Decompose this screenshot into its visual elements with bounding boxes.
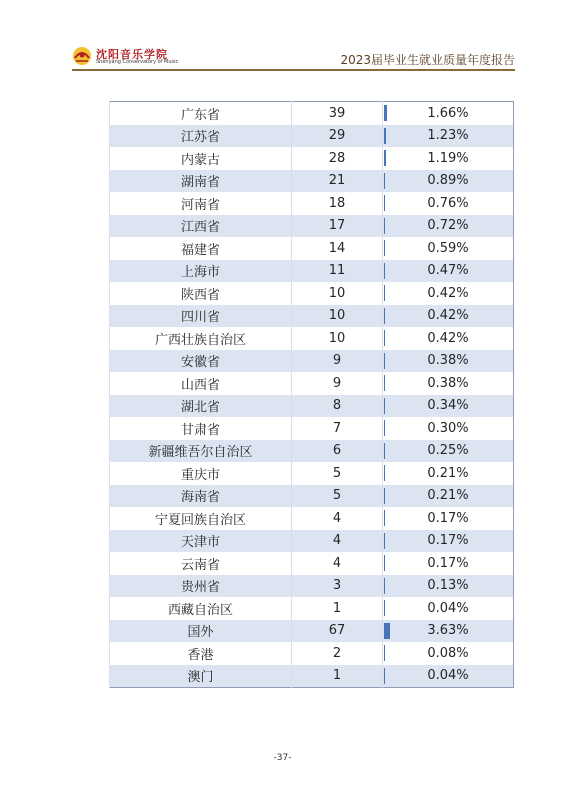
percent-value: 0.42%: [427, 330, 469, 346]
table-row: [110, 507, 514, 530]
logo-english-name: Shenyang Conservatory of Music: [96, 59, 179, 65]
count-cell: 11: [292, 260, 383, 283]
percent-cell: [383, 575, 514, 598]
table-row: [110, 642, 514, 665]
region-cell: 国外: [110, 620, 292, 643]
percent-bar: [384, 465, 385, 481]
region-cell: 山西省: [110, 372, 292, 395]
table-row: [110, 215, 514, 238]
percent-bar: [384, 645, 385, 661]
percent-cell: [383, 282, 514, 305]
percent-bar: [384, 105, 387, 121]
count-cell: 21: [292, 170, 383, 193]
table-row: [110, 440, 514, 463]
percent-cell: [383, 170, 514, 193]
region-cell: 湖北省: [110, 395, 292, 418]
region-cell: 天津市: [110, 530, 292, 553]
percent-value: 0.76%: [427, 195, 469, 211]
region-cell: 甘肃省: [110, 417, 292, 440]
region-distribution-table: [109, 101, 514, 688]
percent-value: 0.04%: [427, 600, 469, 616]
percent-value: 0.42%: [427, 285, 469, 301]
percent-value: 0.17%: [427, 533, 469, 549]
school-logo: [72, 46, 182, 68]
table-row: [110, 102, 514, 125]
table-row: [110, 372, 514, 395]
count-cell: 7: [292, 417, 383, 440]
region-cell: 湖南省: [110, 170, 292, 193]
percent-cell: [383, 147, 514, 170]
table-row: [110, 417, 514, 440]
percent-value: 0.25%: [427, 443, 469, 459]
count-cell: 1: [292, 597, 383, 620]
region-cell: 澳门: [110, 665, 292, 688]
table-row: [110, 260, 514, 283]
count-cell: 10: [292, 282, 383, 305]
percent-cell: [383, 417, 514, 440]
percent-cell: [383, 440, 514, 463]
count-cell: 14: [292, 237, 383, 260]
percent-value: 0.42%: [427, 308, 469, 324]
percent-bar: [384, 308, 385, 324]
region-cell: 福建省: [110, 237, 292, 260]
percent-cell: [383, 125, 514, 148]
percent-bar: [384, 353, 385, 369]
percent-bar: [384, 510, 385, 526]
percent-value: 1.23%: [427, 128, 469, 144]
percent-value: 0.38%: [427, 375, 469, 391]
percent-bar: [384, 623, 390, 639]
table-row: [110, 147, 514, 170]
percent-value: 0.13%: [427, 578, 469, 594]
page-number: -37-: [273, 753, 292, 763]
region-cell: 四川省: [110, 305, 292, 328]
percent-cell: [383, 530, 514, 553]
count-cell: 9: [292, 350, 383, 373]
report-title: 2023届毕业生就业质量年度报告: [340, 53, 515, 67]
percent-value: 0.89%: [427, 173, 469, 189]
percent-bar: [384, 173, 385, 189]
count-cell: 17: [292, 215, 383, 238]
count-cell: 10: [292, 327, 383, 350]
region-cell: 重庆市: [110, 462, 292, 485]
percent-value: 1.66%: [427, 105, 469, 121]
percent-bar: [384, 488, 385, 504]
region-cell: 云南省: [110, 552, 292, 575]
count-cell: 8: [292, 395, 383, 418]
region-cell: 河南省: [110, 192, 292, 215]
region-cell: 宁夏回族自治区: [110, 507, 292, 530]
percent-bar: [384, 240, 385, 256]
percent-cell: [383, 507, 514, 530]
percent-value: 0.17%: [427, 555, 469, 571]
region-cell: 广东省: [110, 102, 292, 125]
count-cell: 28: [292, 147, 383, 170]
page-header: [0, 0, 565, 74]
table-row: [110, 237, 514, 260]
percent-value: 0.21%: [427, 465, 469, 481]
percent-cell: [383, 642, 514, 665]
region-cell: 新疆维吾尔自治区: [110, 440, 292, 463]
region-cell: 内蒙古: [110, 147, 292, 170]
percent-cell: [383, 215, 514, 238]
table-row: [110, 327, 514, 350]
count-cell: 67: [292, 620, 383, 643]
percent-cell: [383, 237, 514, 260]
percent-value: 0.72%: [427, 218, 469, 234]
percent-bar: [384, 263, 385, 279]
percent-bar: [384, 578, 385, 594]
percent-value: 0.30%: [427, 420, 469, 436]
count-cell: 2: [292, 642, 383, 665]
percent-cell: [383, 485, 514, 508]
region-cell: 安徽省: [110, 350, 292, 373]
table-row: [110, 462, 514, 485]
percent-value: 0.17%: [427, 510, 469, 526]
count-cell: 4: [292, 530, 383, 553]
table-row: [110, 485, 514, 508]
percent-bar: [384, 398, 385, 414]
percent-bar: [384, 668, 385, 684]
count-cell: 5: [292, 462, 383, 485]
percent-value: 0.59%: [427, 240, 469, 256]
percent-bar: [384, 330, 385, 346]
school-emblem-icon: [72, 46, 92, 66]
percent-bar: [384, 600, 385, 616]
percent-value: 0.38%: [427, 353, 469, 369]
table-row: [110, 170, 514, 193]
percent-cell: [383, 395, 514, 418]
percent-cell: [383, 665, 514, 688]
percent-bar: [384, 420, 385, 436]
count-cell: 6: [292, 440, 383, 463]
count-cell: 3: [292, 575, 383, 598]
table-row: [110, 665, 514, 688]
count-cell: 9: [292, 372, 383, 395]
percent-value: 1.19%: [427, 150, 469, 166]
table-row: [110, 575, 514, 598]
table-row: [110, 620, 514, 643]
table-row: [110, 305, 514, 328]
region-cell: 江苏省: [110, 125, 292, 148]
region-cell: 江西省: [110, 215, 292, 238]
count-cell: 4: [292, 552, 383, 575]
count-cell: 4: [292, 507, 383, 530]
percent-cell: [383, 327, 514, 350]
percent-value: 0.04%: [427, 668, 469, 684]
percent-cell: [383, 620, 514, 643]
logo-chinese-name: 沈阳音乐学院: [96, 48, 168, 61]
count-cell: 29: [292, 125, 383, 148]
percent-cell: [383, 372, 514, 395]
table-row: [110, 395, 514, 418]
region-cell: 香港: [110, 642, 292, 665]
percent-cell: [383, 552, 514, 575]
percent-cell: [383, 192, 514, 215]
percent-value: 0.08%: [427, 645, 469, 661]
percent-bar: [384, 555, 385, 571]
percent-cell: [383, 462, 514, 485]
percent-value: 3.63%: [427, 623, 469, 639]
percent-value: 0.47%: [427, 263, 469, 279]
percent-bar: [384, 195, 385, 211]
percent-bar: [384, 218, 385, 234]
region-cell: 上海市: [110, 260, 292, 283]
percent-cell: [383, 350, 514, 373]
percent-cell: [383, 102, 514, 125]
percent-bar: [384, 128, 386, 144]
percent-bar: [384, 443, 385, 459]
region-cell: 广西壮族自治区: [110, 327, 292, 350]
table-row: [110, 350, 514, 373]
region-cell: 西藏自治区: [110, 597, 292, 620]
region-cell: 陕西省: [110, 282, 292, 305]
table-row: [110, 597, 514, 620]
region-cell: 海南省: [110, 485, 292, 508]
count-cell: 39: [292, 102, 383, 125]
table-row: [110, 552, 514, 575]
count-cell: 18: [292, 192, 383, 215]
count-cell: 5: [292, 485, 383, 508]
percent-bar: [384, 375, 385, 391]
count-cell: 10: [292, 305, 383, 328]
table-row: [110, 125, 514, 148]
percent-cell: [383, 597, 514, 620]
percent-cell: [383, 305, 514, 328]
percent-bar: [384, 150, 386, 166]
percent-value: 0.21%: [427, 488, 469, 504]
percent-bar: [384, 533, 385, 549]
percent-value: 0.34%: [427, 398, 469, 414]
header-divider: [72, 69, 515, 71]
count-cell: 1: [292, 665, 383, 688]
percent-bar: [384, 285, 385, 301]
table-row: [110, 192, 514, 215]
percent-cell: [383, 260, 514, 283]
table-row: [110, 530, 514, 553]
region-cell: 贵州省: [110, 575, 292, 598]
table-row: [110, 282, 514, 305]
